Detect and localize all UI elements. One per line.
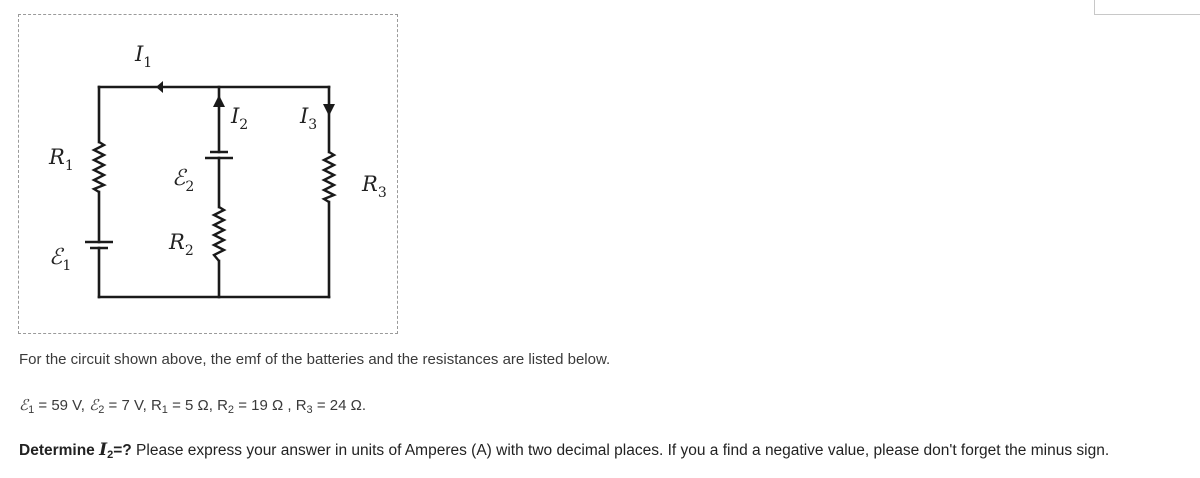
emf2-value: = 7 V,: [104, 397, 151, 414]
question-variable: I: [99, 440, 108, 460]
emf1-symbol: ℰ: [19, 396, 29, 414]
resistor-r1: [94, 142, 104, 192]
label-e2: ℰ$_2$: [172, 166, 195, 195]
r2-symbol: R: [217, 397, 228, 414]
resistor-r3: [324, 152, 334, 202]
r3-subscript: 3: [306, 404, 313, 416]
emf1-subscript: 1: [28, 404, 35, 416]
arrow-i3: [323, 104, 335, 116]
question-instruction: Please express your answer in units of Amperes (A) with two decimal places. If you a find a negative value, please don't forget the minus sign.: [131, 442, 1110, 459]
circuit-svg: [19, 15, 399, 335]
question-variable-subscript: 2: [107, 449, 114, 461]
label-r3: $R_3$: [362, 172, 387, 201]
arrow-i1: [156, 81, 163, 93]
r2-value: = 19 Ω ,: [234, 397, 296, 414]
question-suffix: =?: [113, 442, 132, 459]
emf1-value: = 59 V,: [34, 397, 90, 414]
arrow-i2: [213, 95, 225, 107]
r1-symbol: R: [150, 397, 162, 414]
r3-value: = 24 Ω.: [312, 397, 366, 414]
emf2-subscript: 2: [98, 404, 105, 416]
circuit-diagram: [18, 14, 398, 334]
label-i1: $I_1$: [135, 42, 153, 71]
resistor-r2: [214, 207, 224, 261]
problem-intro: For the circuit shown above, the emf of the batteries and the resistances are listed below.: [19, 351, 611, 368]
r2-subscript: 2: [227, 404, 235, 416]
emf2-symbol: ℰ: [89, 396, 99, 414]
label-e1: ℰ$_1$: [49, 245, 72, 274]
label-i2: $I_2$: [231, 104, 249, 133]
answer-input[interactable]: [1094, 0, 1200, 15]
label-i3: $I_3$: [300, 104, 318, 133]
question-determine: Determine: [19, 442, 100, 459]
label-r1: $R_1$: [49, 145, 74, 174]
question: [19, 440, 1109, 460]
given-values: [19, 396, 366, 414]
r1-value: = 5 Ω,: [167, 397, 218, 414]
label-r2: $R_2$: [169, 230, 194, 259]
r3-symbol: R: [295, 397, 307, 414]
r1-subscript: 1: [161, 404, 168, 416]
